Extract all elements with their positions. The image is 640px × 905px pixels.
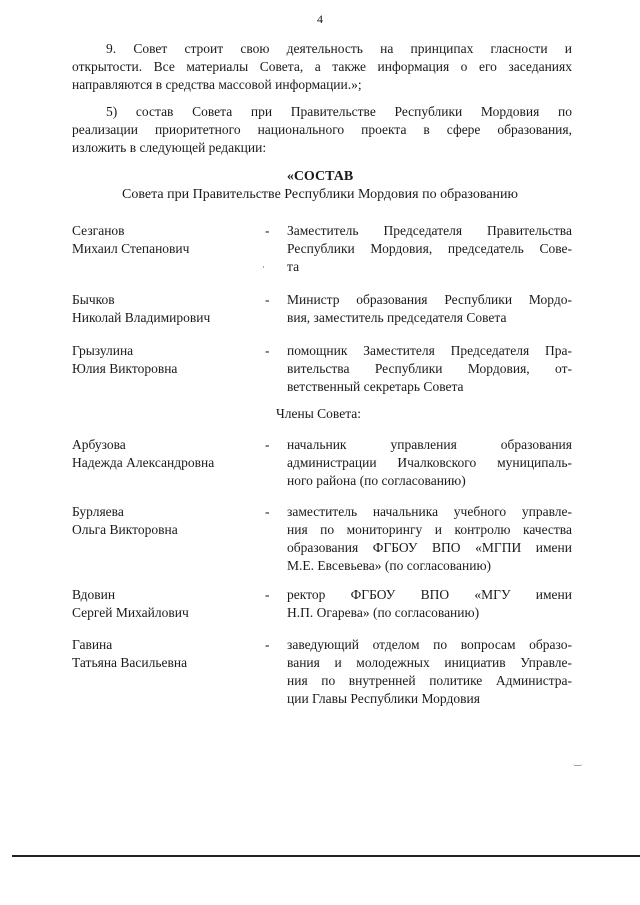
member-role xyxy=(287,222,572,276)
scan-speck: · xyxy=(262,262,265,272)
member-dash: - xyxy=(265,587,270,602)
member-surname: Арбузова xyxy=(72,437,126,452)
member-role-line: администрации Ичалковского муниципаль- xyxy=(287,455,572,470)
member-role-line: вия, заместитель председателя Совета xyxy=(287,310,507,325)
member-entry xyxy=(72,636,572,716)
member-role-line: помощник Заместителя Председателя Пра- xyxy=(287,343,572,358)
member-surname: Грызулина xyxy=(72,343,134,358)
member-name xyxy=(72,436,262,472)
page-number: 4 xyxy=(317,12,323,26)
composition-heading xyxy=(0,168,640,204)
member-role xyxy=(287,503,572,575)
member-role xyxy=(287,436,572,490)
member-role-line: та xyxy=(287,259,300,274)
member-role-line: Н.П. Огарева» (по согласованию) xyxy=(287,605,480,620)
member-role-line: вительства Республики Мордовия, от- xyxy=(287,361,572,376)
member-role-line: начальник управления образования xyxy=(287,437,572,452)
member-role-line: ветственный секретарь Совета xyxy=(287,379,464,394)
member-surname: Бычков xyxy=(72,292,115,307)
paragraph-5-line: изложить в следующей редакции: xyxy=(72,140,267,155)
member-role-line: вания и молодежных инициатив Управле- xyxy=(287,655,572,670)
member-given-name: Татьяна Васильевна xyxy=(72,655,188,670)
member-dash: - xyxy=(265,437,270,452)
members-heading: Члены Совета: xyxy=(276,406,362,421)
member-given-name: Михаил Степанович xyxy=(72,241,190,256)
member-dash: - xyxy=(265,637,270,652)
member-entry xyxy=(72,503,572,583)
paragraph-9-line: 9. Совет строит свою деятельность на принципах гласности и xyxy=(106,41,572,56)
paragraph-9-line: открытости. Все материалы Совета, а также информация о его заседаниях xyxy=(72,59,572,74)
member-dash: - xyxy=(265,223,270,238)
member-given-name: Юлия Викторовна xyxy=(72,361,178,376)
member-name xyxy=(72,503,262,539)
member-name xyxy=(72,586,262,622)
member-entry xyxy=(72,222,572,302)
member-role-line: ния по внутренней политике Администра- xyxy=(287,673,572,688)
scan-speck: ‿ xyxy=(574,756,582,766)
member-name xyxy=(72,342,262,378)
bottom-rule xyxy=(12,855,640,857)
paragraph-5-line: реализации приоритетного национального проекта в сфере образования, xyxy=(72,122,572,137)
member-dash: - xyxy=(265,292,270,307)
member-role xyxy=(287,636,572,708)
member-given-name: Надежда Александровна xyxy=(72,455,215,470)
member-role-line: ния по мониторингу и контролю качества xyxy=(287,522,572,537)
member-surname: Бурляева xyxy=(72,504,124,519)
heading-title: «СОСТАВ xyxy=(286,169,354,184)
member-role xyxy=(287,291,572,327)
member-role-line: образования ФГБОУ ВПО «МГПИ имени xyxy=(287,540,572,555)
paragraph-9-line: направляются в средства массовой информации.»; xyxy=(72,77,362,92)
member-role-line: Заместитель Председателя Правительства xyxy=(287,223,572,238)
member-role-line: ного района (по согласованию) xyxy=(287,473,466,488)
heading-subtitle: Совета при Правительстве Республики Мордовия по образованию xyxy=(122,187,518,202)
member-role-line: ректор ФГБОУ ВПО «МГУ имени xyxy=(287,587,572,602)
member-role-line: заместитель начальника учебного управле- xyxy=(287,504,572,519)
paragraph-5-line: 5) состав Совета при Правительстве Республики Мордовия по xyxy=(106,104,572,119)
member-surname: Вдовин xyxy=(72,587,116,602)
paragraph-9 xyxy=(72,40,572,94)
member-role xyxy=(287,342,572,396)
member-role-line: М.Е. Евсевьева» (по согласованию) xyxy=(287,558,492,573)
member-dash: - xyxy=(265,343,270,358)
member-name xyxy=(72,291,262,327)
member-role-line: ции Главы Республики Мордовия xyxy=(287,691,480,706)
member-name xyxy=(72,636,262,672)
member-given-name: Николай Владимирович xyxy=(72,310,211,325)
member-name xyxy=(72,222,262,258)
paragraph-5 xyxy=(72,103,572,157)
member-role-line: Министр образования Республики Мордо- xyxy=(287,292,572,307)
member-role xyxy=(287,586,572,622)
member-surname: Сезганов xyxy=(72,223,125,238)
member-role-line: Республики Мордовия, председатель Сове- xyxy=(287,241,572,256)
member-given-name: Сергей Михайлович xyxy=(72,605,189,620)
member-role-line: заведующий отделом по вопросам образо- xyxy=(287,637,572,652)
member-surname: Гавина xyxy=(72,637,113,652)
member-given-name: Ольга Викторовна xyxy=(72,522,178,537)
member-dash: - xyxy=(265,504,270,519)
